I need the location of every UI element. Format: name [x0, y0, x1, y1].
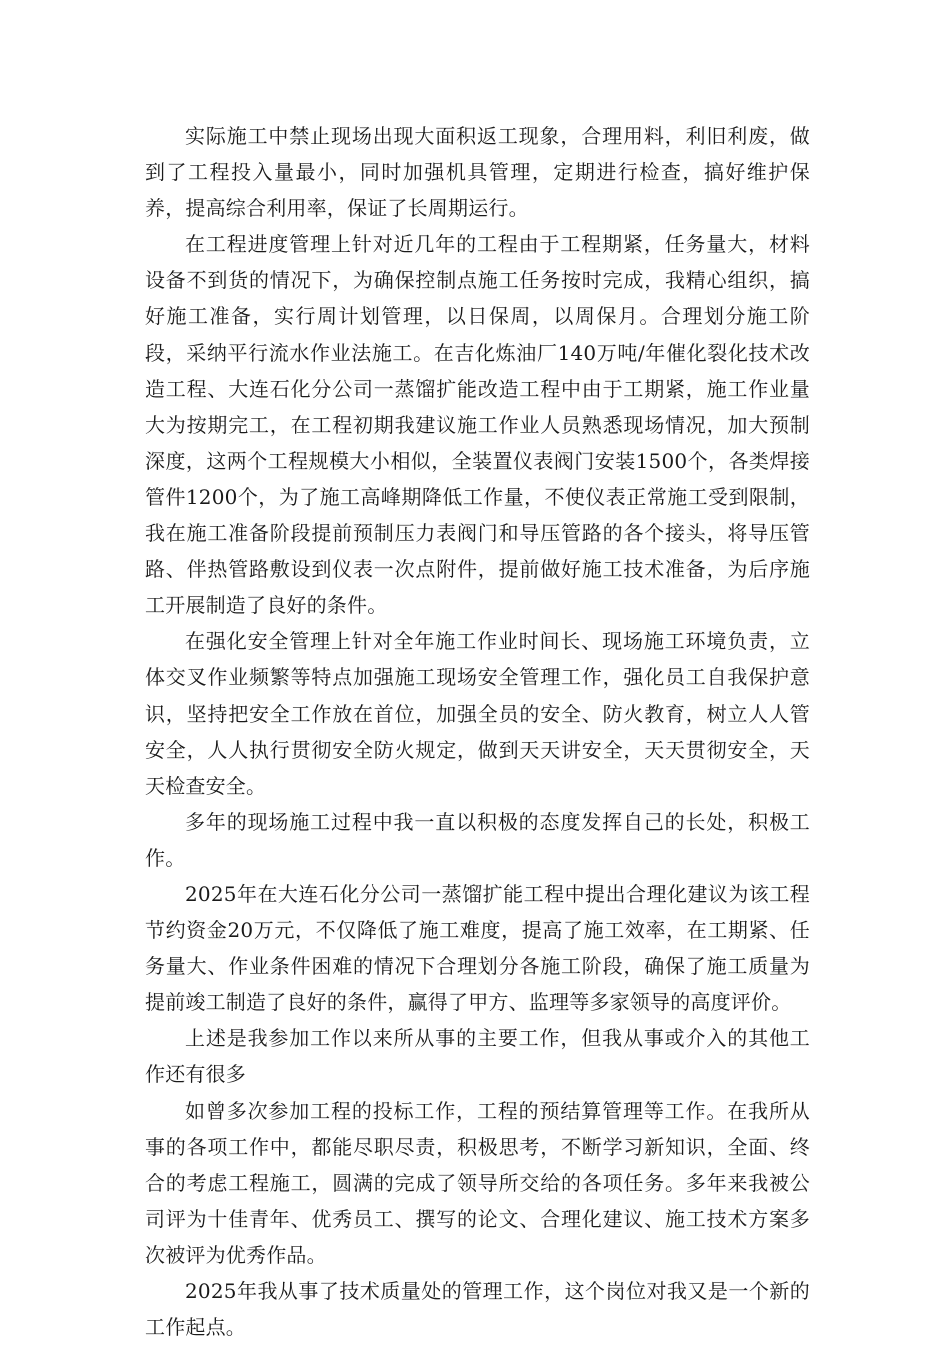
paragraph-material-usage: 实际施工中禁止现场出现大面积返工现象，合理用料，利旧利废，做到了工程投入量最小，同时加强机具管理，定期进行检查，搞好维护保养，提高综合利用率，保证了长周期运行。 [145, 124, 810, 221]
paragraph-safety-management: 在强化安全管理上针对全年施工作业时间长、现场施工环境负责，立体交叉作业频繁等特点加强施工现场安全管理工作，强化员工自我保护意识，坚持把安全工作放在首位，加强全员的安全、防火教育，树立人人管安全，人人执行贯彻安全防火规定，做到天天讲安全，天天贯彻安全，天天检查安全。 [145, 629, 810, 798]
paragraph-schedule-management: 在工程进度管理上针对近几年的工程由于工程期紧，任务量大，材料设备不到货的情况下，为确保控制点施工任务按时完成，我精心组织，搞好施工准备，实行周计划管理，以日保周，以周保月。合理划分施工阶段，采纳平行流水作业法施工。在吉化炼油厂140万吨/年催化裂化技术改造工程、大连石化分公司一蒸馏扩能改造工程中由于工期紧，施工作业量大为按期完工，在工程初期我建议施工作业人员熟悉现场情况，加大预制深度，这两个工程规模大小相似，全装置仪表阀门安装1500个，各类焊接管件1200个，为了施工高峰期降低工作量，不使仪表正常施工受到限制，我在施工准备阶段提前预制压力表阀门和导压管路的各个接头，将导压管路、伴热管路敷设到仪表一次点附件，提前做好施工技术准备，为后序施工开展制造了良好的条件。 [145, 232, 810, 618]
paragraph-rationalization-proposal: 2025年在大连石化分公司一蒸馏扩能工程中提出合理化建议为该工程节约资金20万元，不仅降低了施工难度，提高了施工效率，在工期紧、任务量大、作业条件困难的情况下合理划分各施工阶段，确保了施工质量为提前竣工制造了良好的条件，赢得了甲方、监理等多家领导的高度评价。 [145, 881, 810, 1015]
paragraph-other-work: 上述是我参加工作以来所从事的主要工作，但我从事或介入的其他工作还有很多 [145, 1026, 810, 1087]
paragraph-bidding-work: 如曾多次参加工程的投标工作，工程的预结算管理等工作。在我所从事的各项工作中，都能尽职尽责，积极思考，不断学习新知识，全面、终合的考虑工程施工，圆满的完成了领导所交给的各项任务。多年来我被公司评为十佳青年、优秀员工、撰写的论文、合理化建议、施工技术方案多次被评为优秀作品。 [145, 1098, 810, 1267]
paragraph-positive-attitude: 多年的现场施工过程中我一直以积极的态度发挥自己的长处，积极工作。 [145, 809, 810, 870]
document-body [145, 118, 810, 1345]
paragraph-new-position: 2025年我从事了技术质量处的管理工作，这个岗位对我又是一个新的工作起点。 [145, 1279, 810, 1340]
